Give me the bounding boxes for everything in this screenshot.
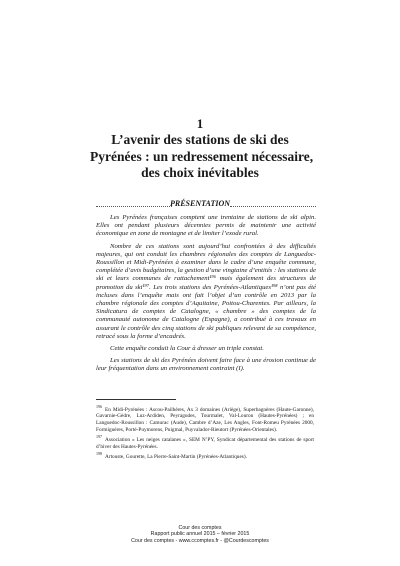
footnote-number: 198 [96, 451, 102, 457]
footnote [96, 451, 314, 460]
footnote-text: En Midi-Pyrénées : Ascou-Pailhères, Ax 3 domaines (Ariège), Superbagnères (Haute-Garonne), Gavarnie-Gèdre, Luz-Ardiden, Peyragudes, Tourmalet, Val-Louron (Hautes-Pyrénées) ; en Languedoc-Roussillon : Camurac (Aude), Cambre d’Aze, Les Angles, Font-Romeu Pyrénées 2000, Formiguères, Porté-Puymorens, Puigmal, Puyvalador-Rieutort (Pyrénées-Orientales). [96, 406, 314, 433]
paragraph: Cette enquête conduit la Cour à dresser un triple constat. [110, 345, 264, 353]
footnote-text: Association « Les neiges catalanes », SEM N’PY, Syndicat départemental des stations de sport d’hiver des Hautes-Pyrénées. [96, 436, 314, 450]
chapter-title-line: des choix inévitables [141, 165, 259, 180]
paragraph: Les stations de ski des Pyrénées doivent faire face à une érosion continue de leur fréquentation dans un environnement contraint (I). [96, 357, 316, 373]
chapter-title-line: Pyrénées : un redressement nécessaire, [90, 148, 314, 164]
footnote [96, 434, 314, 450]
footnote-divider [96, 399, 176, 400]
footer-line: Cour des comptes - www.ccomptes.fr - @Courdescomptes [131, 537, 269, 544]
footer-line: Rapport public annuel 2015 – février 2015 [150, 531, 250, 538]
paragraph: Les Pyrénées françaises comptent une trentaine de stations de ski alpin. Elles ont pendant plusieurs décennies permis de maintenir une activité économique en zone de montagne et de limiter l’exode rural. [96, 214, 316, 238]
footnote [96, 404, 314, 433]
footnotes [96, 404, 314, 461]
chapter-title [90, 132, 314, 182]
footnote-text: Artouste, Gourette, La Pierre-Saint-Martin (Pyrénées-Atlantiques). [105, 453, 247, 460]
footnote-number: 197 [96, 434, 102, 440]
section-divider-right [230, 206, 316, 207]
footnote-number: 196 [96, 404, 102, 409]
paragraph: Nombre de ces stations sont aujourd’hui confrontées à des difficultés majeures, qui ont conduit les chambres régionales des comptes de Languedoc-Roussillon et Midi-Pyrénées à examiner dans le cadre d’une enquête commune, complétée d’avis budgétaires, la gestion d’une vingtaine d’entités : les stations de ski et leurs communes de rattachement¹⁹⁶ mais également des structures de promotion du ski¹⁹⁷. Les trois stations des Pyrénées-Atlantiques¹⁹⁸ n’ont pas été incluses dans l’enquête mais ont fait l’objet d’un contrôle en 2013 par la chambre régionale des comptes d’Aquitaine, Poitou-Charentes. Par ailleurs, la Sindicatura de comptes de Catalogne, « chambre » des comptes de la communauté autonome de Catalogne (Espagne), a contribué à ces travaux en assurant le contrôle des cinq stations de ski publiques relevant de sa compétence, retracé sous la forme d’encadrés. [96, 242, 316, 340]
presentation-text [96, 214, 316, 378]
page-footer [0, 525, 400, 544]
chapter-title-line: L’avenir des stations de ski des [111, 132, 289, 147]
section-heading: PRÉSENTATION [169, 199, 230, 208]
footer-line: Cour des comptes [178, 525, 222, 531]
chapter-number: 1 [196, 116, 204, 131]
